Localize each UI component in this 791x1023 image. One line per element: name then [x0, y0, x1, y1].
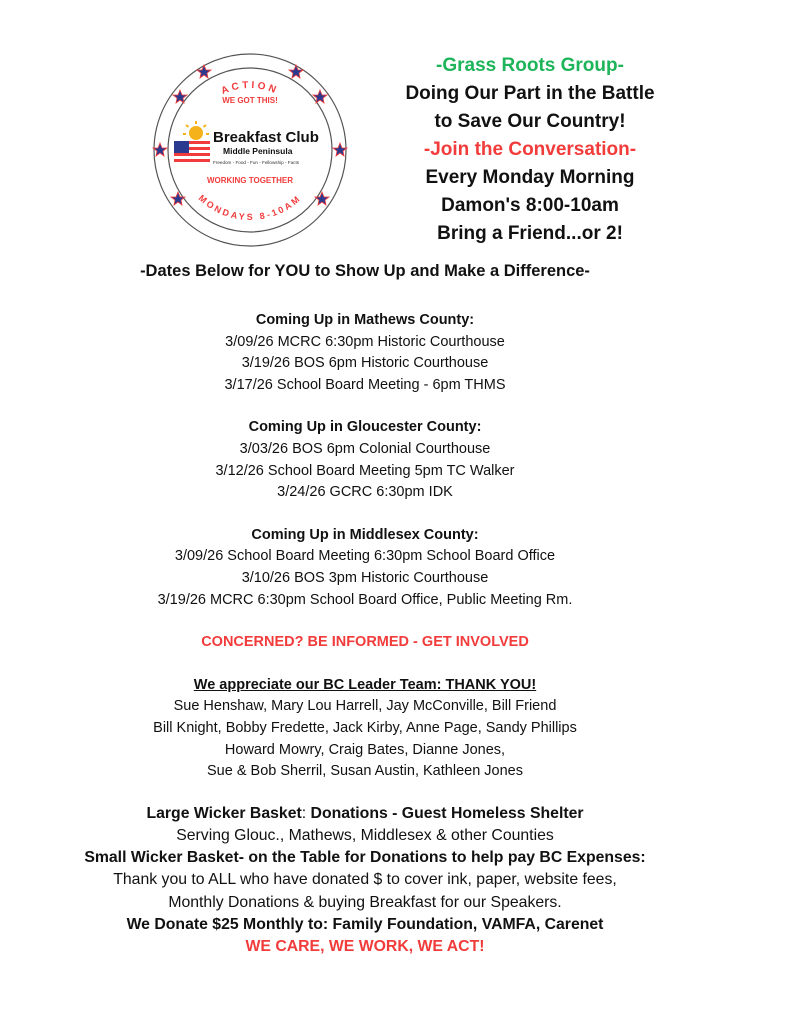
leader-line: Howard Mowry, Craig Bates, Dianne Jones,	[224, 741, 506, 758]
large-basket-sep: :	[301, 804, 307, 822]
dates-banner: -Dates Below for YOU to Show Up and Make a Difference-	[140, 262, 590, 280]
headline-save-country: to Save Our Country!	[434, 111, 626, 132]
leader-line: Bill Knight, Bobby Fredette, Jack Kirby, Anne Page, Sandy Phillips	[153, 719, 577, 736]
headline-battle: Doing Our Part in the Battle	[405, 83, 655, 104]
us-flag-icon	[174, 141, 210, 163]
mathews-event: 3/19/26 BOS 6pm Historic Courthouse	[241, 355, 489, 372]
logo-working: WORKING TOGETHER	[206, 176, 294, 185]
leaders-title: We appreciate our BC Leader Team: THANK YOU!	[193, 676, 537, 693]
serving-line: Serving Glouc., Mathews, Middlesex & other Counties	[176, 826, 554, 844]
leader-line: Sue Henshaw, Mary Lou Harrell, Jay McConville, Bill Friend	[173, 698, 557, 715]
sun-icon	[183, 121, 209, 140]
headline-damons: Damon's 8:00-10am	[441, 195, 619, 216]
small-basket-line: Small Wicker Basket- on the Table for Donations to help pay BC Expenses:	[84, 849, 646, 867]
logo-tagline: WE GOT THIS!	[222, 96, 278, 105]
gloucester-event: 3/12/26 School Board Meeting 5pm TC Walker	[215, 462, 515, 479]
headline-monday: Every Monday Morning	[425, 167, 635, 188]
closing-line: WE CARE, WE WORK, WE ACT!	[245, 937, 485, 955]
middlesex-title: Coming Up in Middlesex County:	[251, 526, 479, 543]
mathews-event: 3/17/26 School Board Meeting - 6pm THMS	[224, 376, 506, 393]
mathews-event: 3/09/26 MCRC 6:30pm Historic Courthouse	[225, 333, 505, 350]
logo-sub: Middle Peninsula	[223, 146, 293, 156]
logo-motto: Freedom - Food - Fun - Fellowship - Facts	[213, 160, 300, 165]
headline-block	[380, 52, 680, 248]
events-content	[0, 310, 730, 958]
gloucester-event: 3/24/26 GCRC 6:30pm IDK	[277, 484, 453, 501]
gloucester-event: 3/03/26 BOS 6pm Colonial Courthouse	[239, 440, 491, 457]
logo-mondays-arc: MONDAYS 8-10AM	[196, 192, 304, 223]
large-basket-text: Donations - Guest Homeless Shelter	[306, 804, 584, 822]
large-basket-line	[0, 803, 730, 825]
logo-name: Breakfast Club	[213, 129, 319, 146]
gloucester-title: Coming Up in Gloucester County:	[248, 419, 482, 436]
thanks-line: Thank you to ALL who have donated $ to cover ink, paper, website fees,	[113, 871, 617, 889]
headline-join: -Join the Conversation-	[423, 139, 637, 160]
headline-grass-roots: -Grass Roots Group-	[436, 55, 624, 76]
thanks-line: Monthly Donations & buying Breakfast for our Speakers.	[168, 893, 562, 911]
breakfast-club-logo	[150, 50, 350, 250]
logo-action-arc: ACTION	[219, 79, 281, 97]
middlesex-event: 3/10/26 BOS 3pm Historic Courthouse	[241, 569, 489, 586]
donate-line: We Donate $25 Monthly to: Family Foundation, VAMFA, Carenet	[126, 915, 604, 933]
leader-line: Sue & Bob Sherril, Susan Austin, Kathleen Jones	[207, 763, 523, 780]
logo-badge	[150, 50, 350, 250]
middlesex-event: 3/19/26 MCRC 6:30pm School Board Office, Public Meeting Rm.	[157, 591, 573, 608]
middlesex-event: 3/09/26 School Board Meeting 6:30pm School Board Office	[174, 548, 556, 565]
concerned-banner: CONCERNED? BE INFORMED - GET INVOLVED	[201, 634, 529, 651]
large-basket-label: Large Wicker Basket	[146, 804, 302, 822]
mathews-title: Coming Up in Mathews County:	[255, 312, 475, 328]
headline-bring-friend: Bring a Friend...or 2!	[437, 223, 623, 244]
